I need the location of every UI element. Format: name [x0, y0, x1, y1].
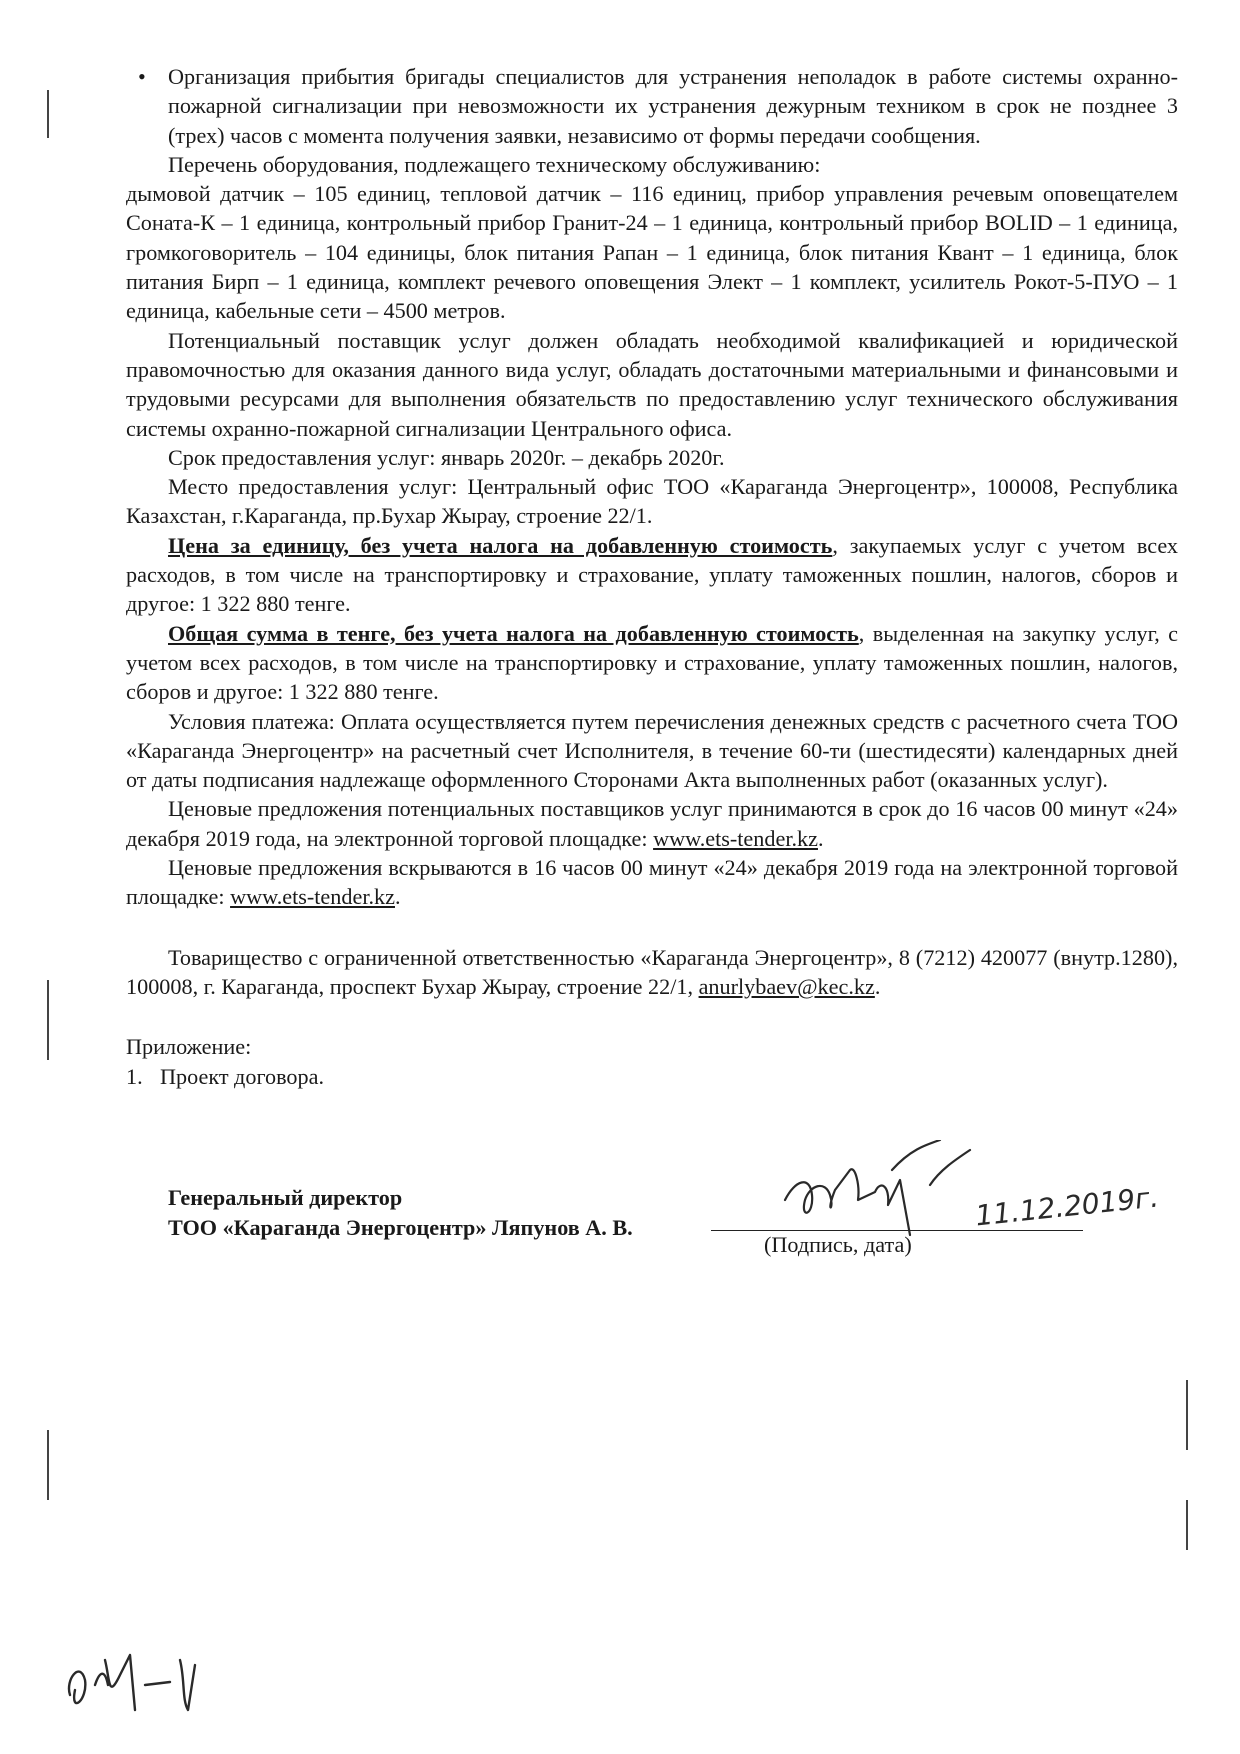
handwritten-mark-icon — [60, 1640, 260, 1720]
spacer — [126, 1001, 1178, 1032]
bullet-text: Организация прибытия бригады специалистов для устранения неполадок в работе системы охранно-пожарной сигнализации при невозможности их устранения дежурным техником в срок не позднее 3 (трех) часов с момента получения заявки, независимо от формы передачи сообщения. — [168, 64, 1178, 148]
total-label: Общая сумма в тенге, без учета налога на добавленную стоимость — [168, 620, 859, 646]
bullet-icon: • — [138, 64, 146, 89]
total-paragraph — [126, 619, 1178, 707]
company-contact-text: Товарищество с ограниченной ответственностью «Караганда Энергоцентр», 8 (7212) 420077 (внутр.1280), 100008, г. Караганда, проспект Бухар Жырау, строение 22/1, — [126, 944, 1178, 999]
company-email-link[interactable]: anurlybaev@kec.kz — [698, 973, 875, 999]
signature-caption: (Подпись, дата) — [764, 1232, 912, 1257]
unit-price-paragraph — [126, 531, 1178, 619]
company-contact — [126, 943, 1178, 1002]
scan-artifact — [47, 90, 49, 138]
handwritten-date: 11.12.2019г. — [973, 1180, 1161, 1233]
company-contact-end: . — [874, 973, 881, 999]
attachment-item-number: 1. — [126, 1063, 143, 1089]
total-text: , выделенная на закупку услуг, с учетом всех расходов, в том числе на транспортировку и страхование, уплату таможенных пошлин, налогов, сборов и другое: 1 322 880 тенге. — [126, 620, 1178, 705]
scan-artifact — [47, 1430, 49, 1500]
proposals-deadline — [126, 794, 1178, 853]
proposals-opening-text: Ценовые предложения вскрываются в 16 часов 00 минут «24» декабря 2019 года на электронной торговой площадке: — [126, 855, 1178, 910]
unit-price-label: Цена за единицу, без учета налога на добавленную стоимость — [168, 532, 833, 558]
document-body — [126, 62, 1178, 1091]
signatory-position: Генеральный директор — [168, 1185, 403, 1210]
spacer — [126, 912, 1178, 943]
proposals-deadline-end: . — [817, 825, 824, 851]
proposals-opening-end: . — [394, 884, 401, 910]
attachment-item — [126, 1062, 1178, 1091]
scan-artifact — [47, 980, 49, 1060]
equipment-list: дымовой датчик – 105 единиц, тепловой датчик – 116 единиц, прибор управления речевым оповещателем Соната-К – 1 единица, контрольный прибор Гранит-24 – 1 единица, контрольный прибор BOLID – 1 единица, громкоговоритель – 104 единицы, блок питания Рапан – 1 единица, блок питания Квант – 1 единица, блок питания Бирп – 1 единица, комплект речевого оповещения Элект – 1 комплект, усилитель Рокот-5-ПУО – 1 единица, кабельные сети – 4500 метров. — [126, 181, 1178, 324]
attachment-title: Приложение: — [126, 1034, 252, 1060]
proposals-deadline-link[interactable]: www.ets-tender.kz — [653, 825, 818, 851]
unit-price-text: , закупаемых услуг с учетом всех расходов, в том числе на транспортировку и страхование, уплату таможенных пошлин, налогов, сборов и другое: 1 322 880 тенге. — [126, 532, 1179, 617]
payment-terms: Условия платежа: Оплата осуществляется путем перечисления денежных средств с расчетного счета ТОО «Караганда Энергоцентр» на расчетный счет Исполнителя, в течение 60-ти (шестидесяти) календарных дней от даты подписания надлежаще оформленного Сторонами Акта выполненных работ (оказанных услуг). — [126, 708, 1178, 793]
signatory-name: ТОО «Караганда Энергоцентр» Ляпунов А. В. — [168, 1215, 633, 1240]
scan-artifact — [1186, 1380, 1188, 1450]
signatory-block — [168, 1183, 633, 1243]
scan-artifact — [1186, 1500, 1188, 1550]
bullet-paragraph — [126, 62, 1178, 150]
handwritten-signature-icon — [780, 1140, 980, 1240]
service-period: Срок предоставления услуг: январь 2020г. – декабрь 2020г. — [168, 444, 725, 470]
supplier-requirements: Потенциальный поставщик услуг должен обладать необходимой квалификацией и юридической правомочностью для оказания данного вида услуг, обладать достаточными материальными и финансовыми и трудовыми ресурсами для выполнения обязательств по предоставлению услуг технического обслуживания системы охранно-пожарной сигнализации Центрального офиса. — [126, 327, 1178, 441]
equipment-title: Перечень оборудования, подлежащего техническому обслуживанию: — [168, 151, 821, 177]
attachment-item-text: Проект договора. — [160, 1063, 324, 1089]
proposals-deadline-text: Ценовые предложения потенциальных поставщиков услуг принимаются в срок до 16 часов 00 минут «24» декабря 2019 года, на электронной торговой площадке: — [126, 796, 1178, 851]
proposals-opening-link[interactable]: www.ets-tender.kz — [230, 884, 395, 910]
proposals-opening — [126, 853, 1178, 912]
service-place: Место предоставления услуг: Центральный офис ТОО «Караганда Энергоцентр», 100008, Республика Казахстан, г.Караганда, пр.Бухар Жырау, строение 22/1. — [126, 474, 1178, 529]
